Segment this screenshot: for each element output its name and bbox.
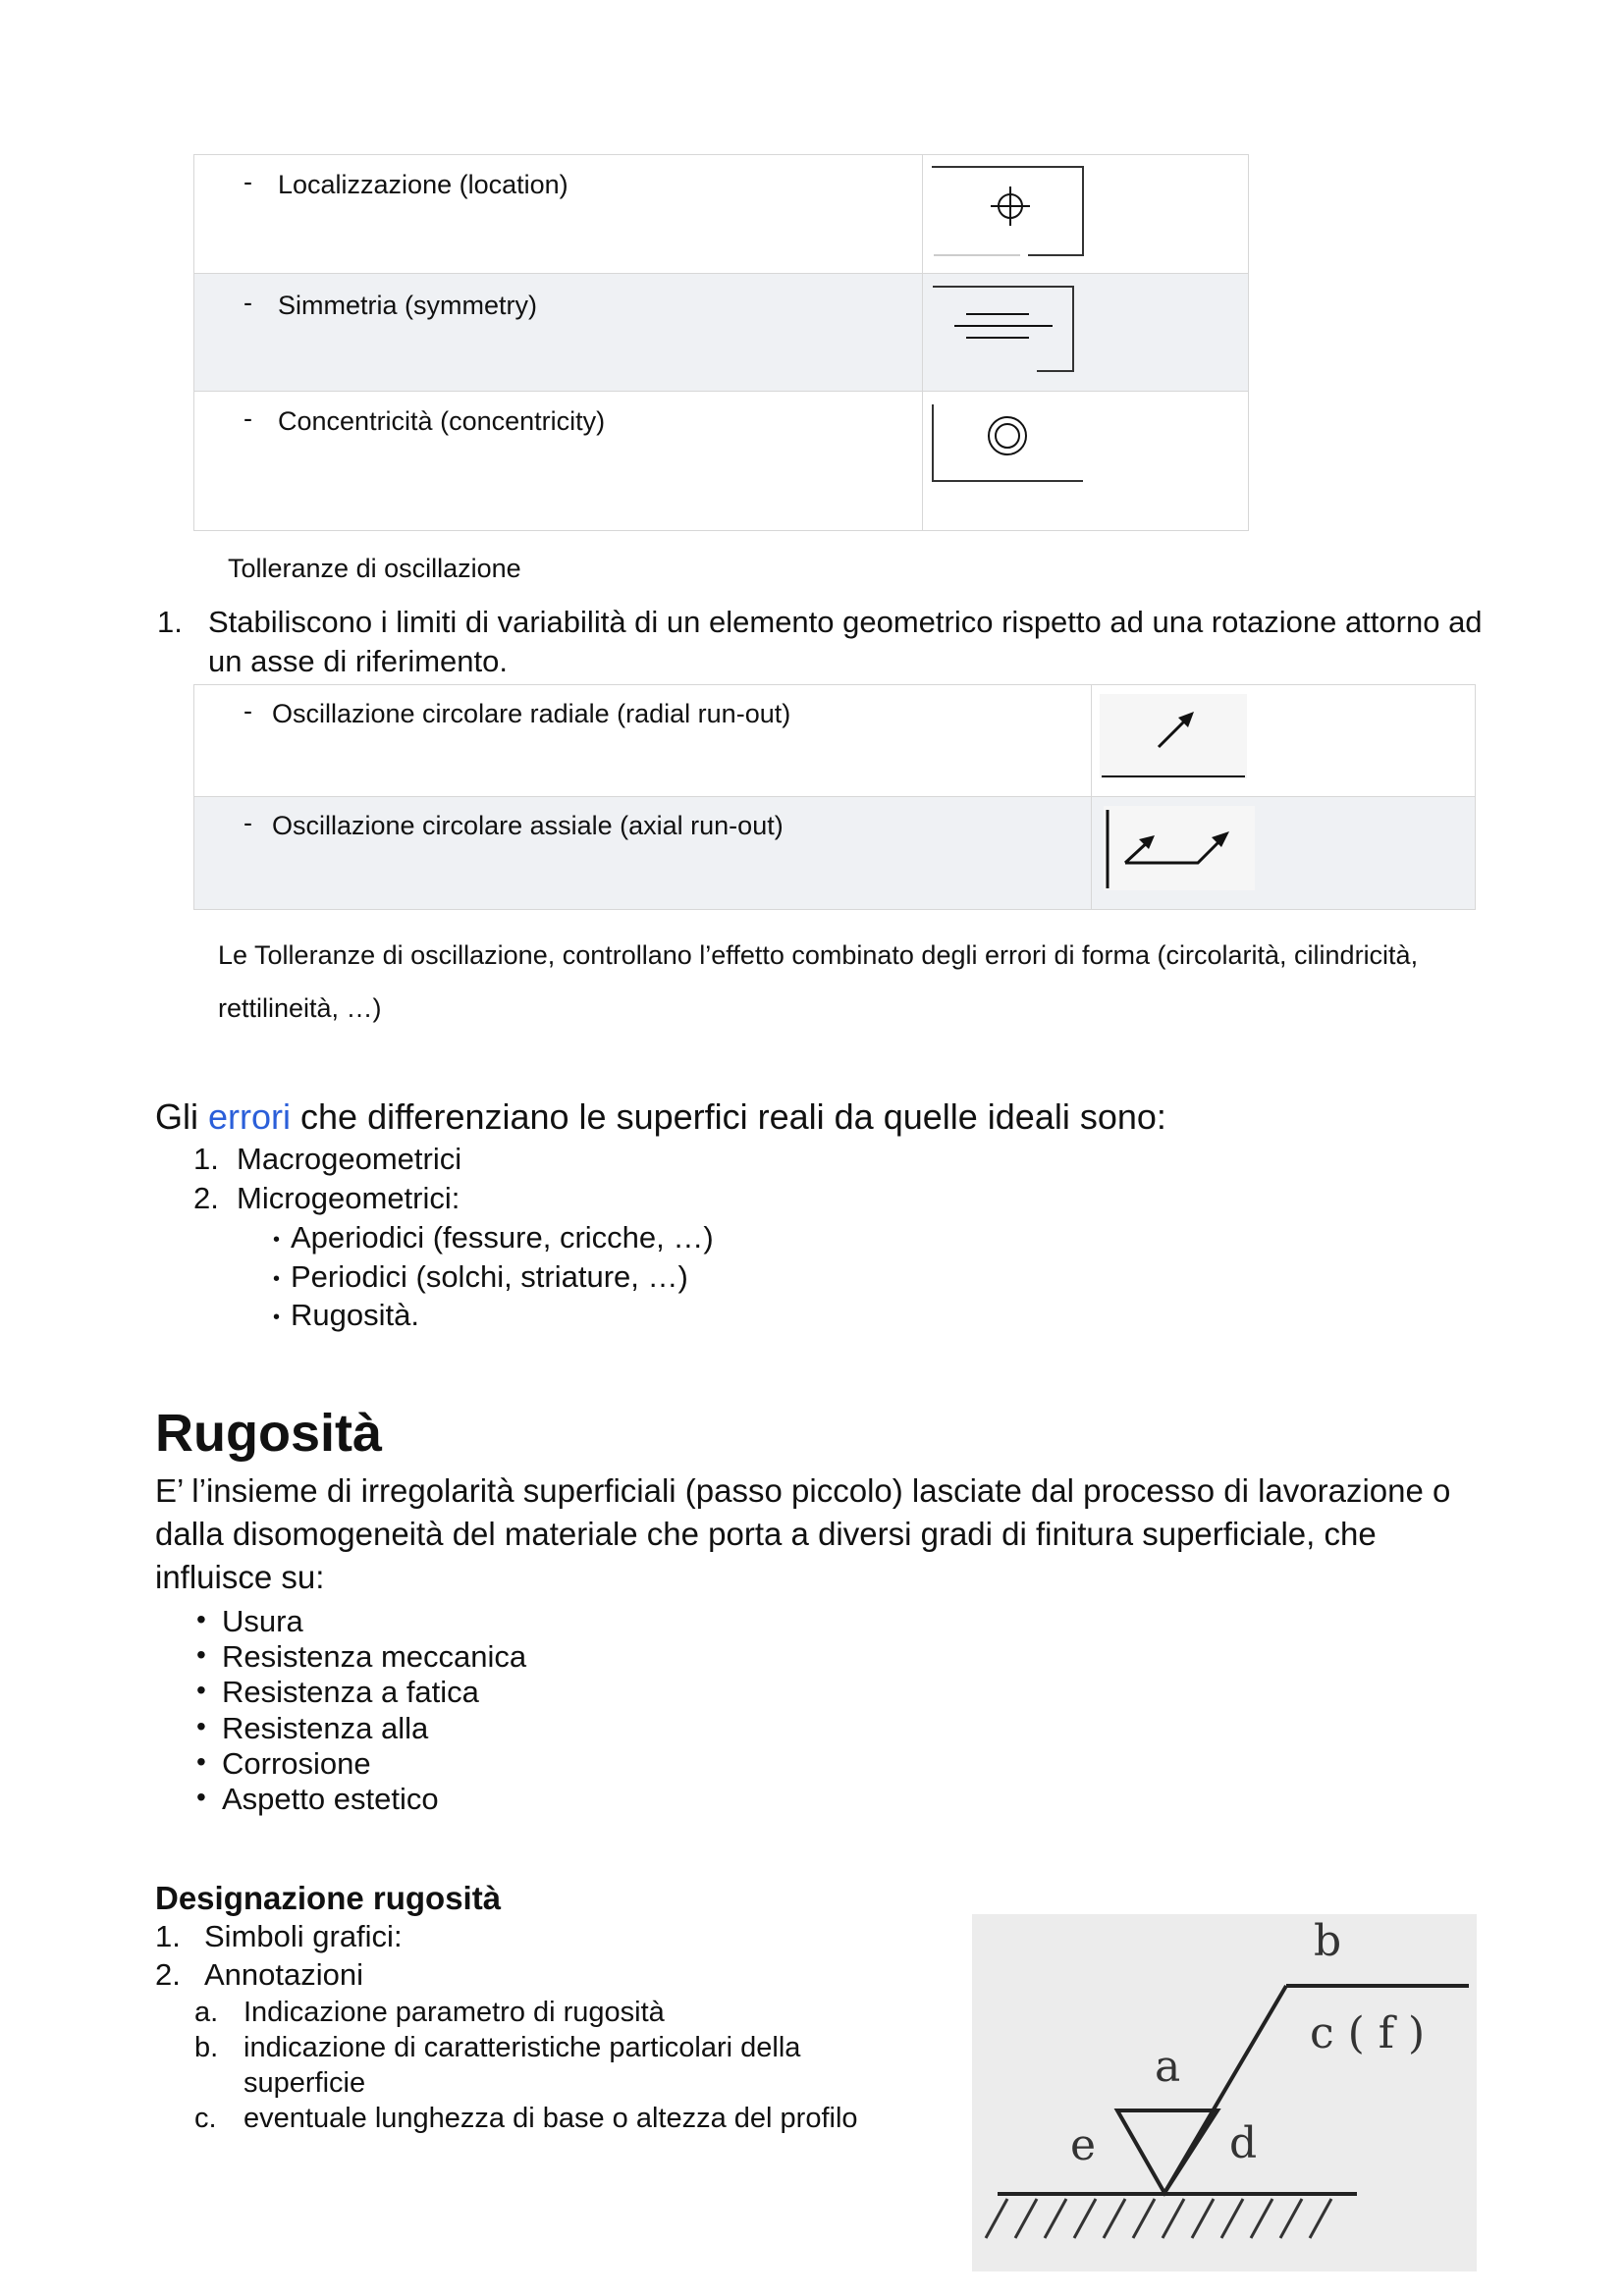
list-item-text: Corrosione <box>222 1746 371 1781</box>
list-item-text: Simboli grafici: <box>204 1919 403 1953</box>
label-b: b <box>1314 1916 1342 1966</box>
list-item-text: Resistenza alla <box>222 1711 429 1745</box>
list-item-text: Aperiodici (fessure, cricche, …) <box>291 1220 714 1255</box>
symmetry-symbol-icon <box>931 285 1078 375</box>
list-number: 1. <box>157 605 183 639</box>
position-symbol-icon <box>930 165 1092 259</box>
list-item-text: indicazione di caratteristiche particolari della superficie <box>243 2032 801 2099</box>
bullet-icon: • <box>273 1268 281 1290</box>
dash-marker: - <box>243 808 252 837</box>
list-item-text: Aspetto estetico <box>222 1782 439 1816</box>
dash-marker: - <box>243 288 252 317</box>
axial-runout-symbol-icon <box>1104 806 1255 890</box>
list-letter: b. <box>194 2032 219 2063</box>
label-d: d <box>1229 2118 1258 2168</box>
row-label: Oscillazione circolare radiale (radial run-out) <box>272 699 791 728</box>
bullet-icon: • <box>196 1604 206 1634</box>
errors-intro-start: Gli <box>155 1096 208 1137</box>
list-item-text: Resistenza a fatica <box>222 1675 479 1709</box>
roughness-diagram-drawing <box>972 1914 1477 2271</box>
row-label: Simmetria (symmetry) <box>278 291 537 320</box>
oscillation-note: Le Tolleranze di oscillazione, controllano l’effetto combinato degli errori di forma (circolarità, cilindricità, rettilineità, …) <box>218 940 1419 1023</box>
row-label: Concentricità (concentricity) <box>278 406 606 436</box>
roughness-symbol-diagram <box>972 1914 1477 2271</box>
list-letter: a. <box>194 1997 219 2028</box>
list-item-text: Indicazione parametro di rugosità <box>243 1997 665 2028</box>
list-item-text: Rugosità. <box>291 1298 419 1332</box>
errors-highlight-link[interactable]: errori <box>208 1096 292 1137</box>
section-heading: Tolleranze di oscillazione <box>228 554 521 583</box>
bullet-icon: • <box>196 1711 206 1741</box>
dash-marker: - <box>243 696 252 725</box>
rugosita-title: Rugosità <box>155 1404 383 1463</box>
list-letter: c. <box>194 2103 217 2134</box>
list-number: 1. <box>193 1142 219 1176</box>
list-item-text: Periodici (solchi, striature, …) <box>291 1259 688 1294</box>
designazione-title: Designazione rugosità <box>155 1880 502 1916</box>
bullet-icon: • <box>273 1307 281 1328</box>
list-item-text: Microgeometrici: <box>237 1181 460 1215</box>
bullet-icon: • <box>196 1639 206 1670</box>
list-item-text: Annotazioni <box>204 1957 364 1992</box>
list-number: 2. <box>155 1957 181 1992</box>
label-a: a <box>1155 2042 1181 2092</box>
concentricity-symbol-icon <box>931 402 1088 485</box>
bullet-icon: • <box>273 1229 281 1251</box>
label-e: e <box>1070 2120 1097 2170</box>
list-item-text: Usura <box>222 1604 303 1638</box>
dash-marker: - <box>243 403 252 433</box>
row-label: Localizzazione (location) <box>278 170 568 199</box>
bullet-icon: • <box>196 1782 206 1812</box>
list-item-text: eventuale lunghezza di base o altezza del profilo <box>243 2103 858 2134</box>
row-label: Oscillazione circolare assiale (axial run-out) <box>272 811 784 840</box>
list-item-text: Resistenza meccanica <box>222 1639 527 1674</box>
rugosita-description: E’ l’insieme di irregolarità superficiali (passo piccolo) lasciate dal processo di lavorazione o dalla disomogeneità del materiale che porta a diversi gradi di finitura superficiale, che influisce su: <box>155 1472 1451 1595</box>
radial-runout-symbol-icon <box>1100 694 1247 778</box>
list-item-text: Macrogeometrici <box>237 1142 462 1176</box>
errors-intro-end: che differenziano le superfici reali da quelle ideali sono: <box>291 1096 1166 1137</box>
errors-intro <box>155 1095 1166 1139</box>
list-number: 1. <box>155 1919 181 1953</box>
dash-marker: - <box>243 167 252 196</box>
bullet-icon: • <box>196 1746 206 1777</box>
label-c: c ( f ) <box>1310 2008 1426 2058</box>
list-item-text: Stabiliscono i limiti di variabilità di un elemento geometrico rispetto ad una rotazione attorno ad un asse di riferimento. <box>208 605 1483 678</box>
bullet-icon: • <box>196 1675 206 1705</box>
list-number: 2. <box>193 1181 219 1215</box>
